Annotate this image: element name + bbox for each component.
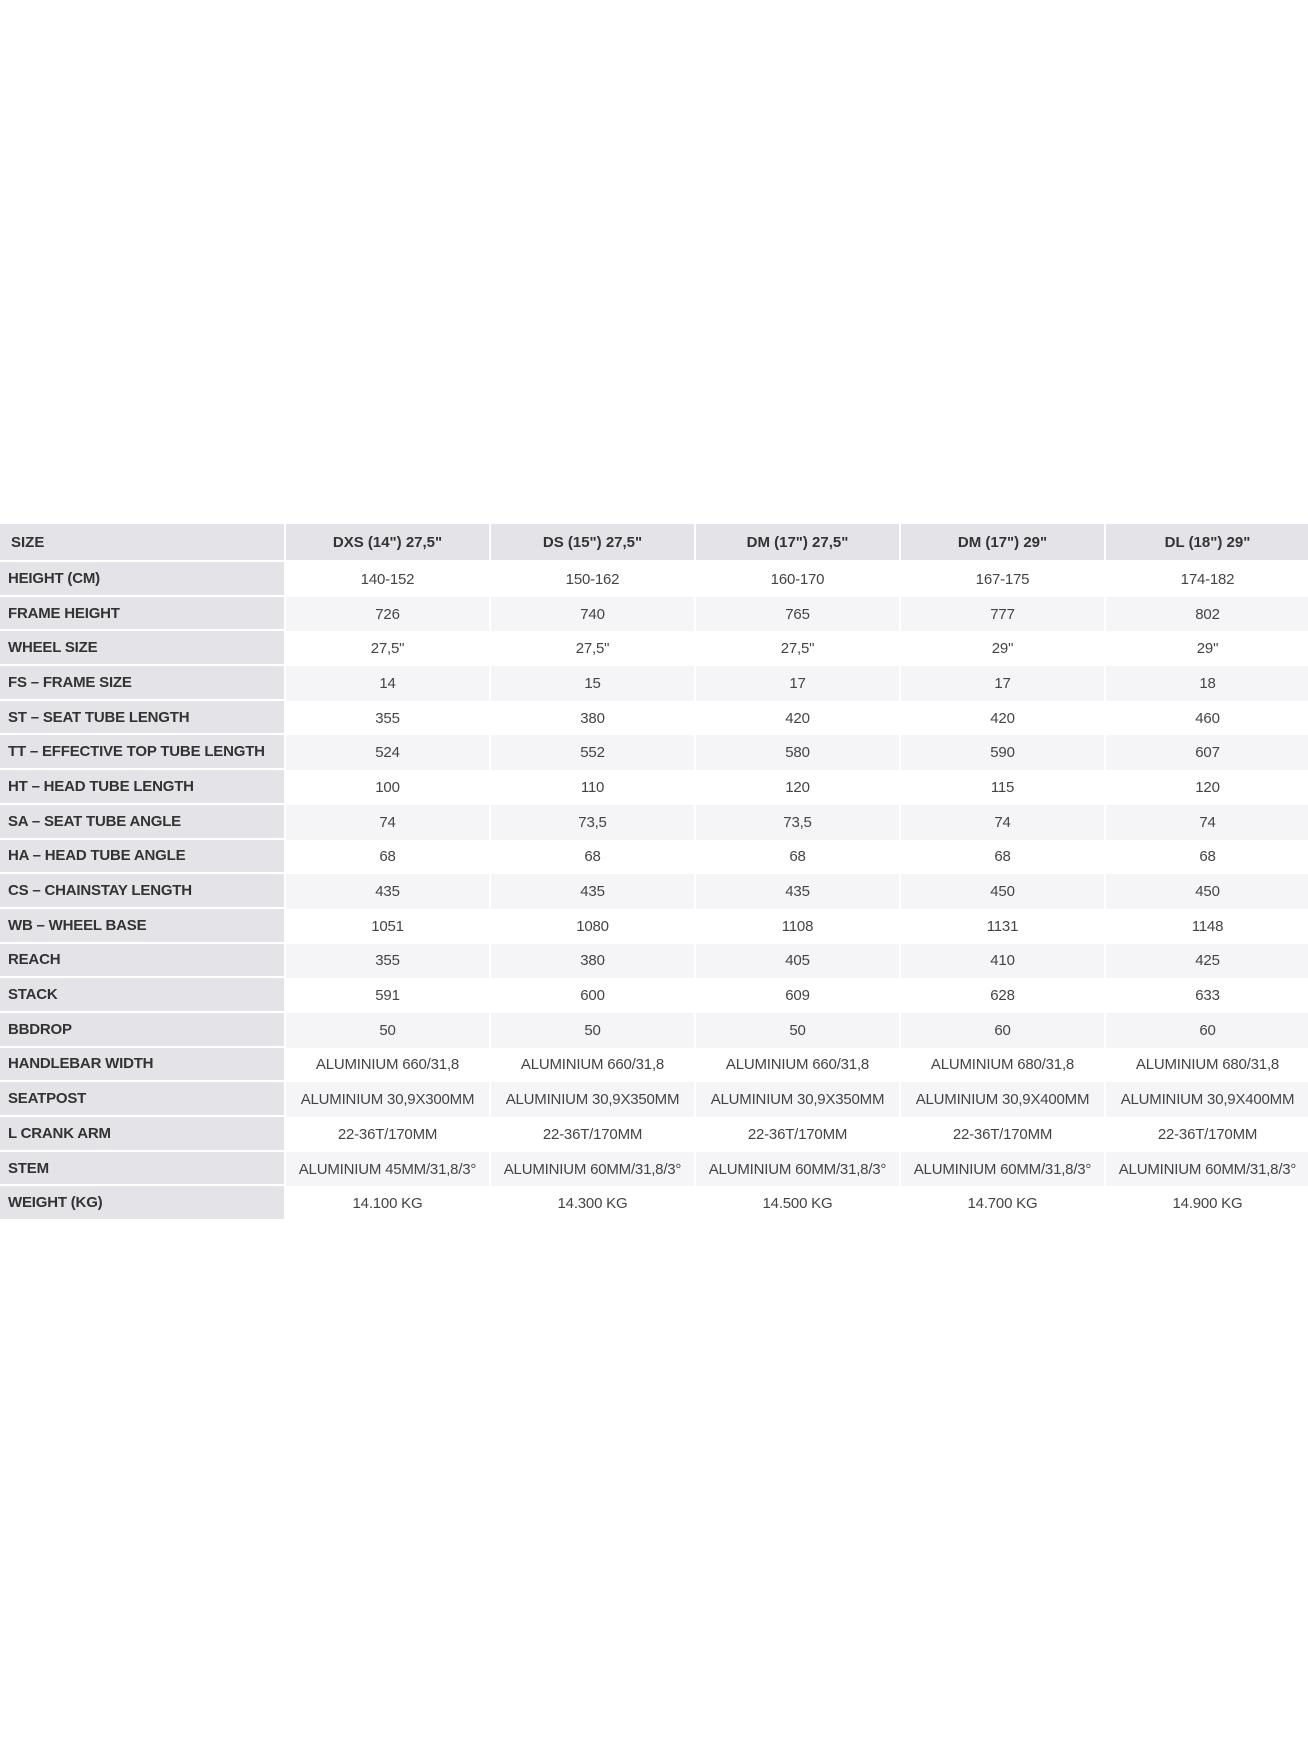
- table-cell: 1051: [284, 909, 489, 944]
- table-cell: 420: [899, 701, 1104, 736]
- table-row: [0, 597, 1308, 632]
- table-row: [0, 1117, 1308, 1152]
- table-cell: 167-175: [899, 562, 1104, 597]
- row-label: HT – HEAD TUBE LENGTH: [0, 770, 284, 805]
- table-cell: 600: [489, 978, 694, 1013]
- table-cell: 115: [899, 770, 1104, 805]
- row-label: WB – WHEEL BASE: [0, 909, 284, 944]
- table-cell: 18: [1104, 666, 1308, 701]
- table-cell: 420: [694, 701, 899, 736]
- table-cell: ALUMINIUM 30,9X400MM: [899, 1082, 1104, 1117]
- row-label: SA – SEAT TUBE ANGLE: [0, 805, 284, 840]
- row-label: CS – CHAINSTAY LENGTH: [0, 874, 284, 909]
- table-row: [0, 631, 1308, 666]
- row-label: WEIGHT (KG): [0, 1186, 284, 1221]
- table-cell: 73,5: [694, 805, 899, 840]
- size-header-dm-27-5: DM (17") 27,5": [694, 524, 899, 562]
- table-cell: ALUMINIUM 45MM/31,8/3°: [284, 1152, 489, 1187]
- table-row: [0, 666, 1308, 701]
- table-cell: 607: [1104, 735, 1308, 770]
- row-label: WHEEL SIZE: [0, 631, 284, 666]
- table-cell: 355: [284, 944, 489, 979]
- table-cell: 14.300 KG: [489, 1186, 694, 1221]
- table-cell: 355: [284, 701, 489, 736]
- row-label: STACK: [0, 978, 284, 1013]
- table-cell: 590: [899, 735, 1104, 770]
- row-label: L CRANK ARM: [0, 1117, 284, 1152]
- size-header-dxs-27-5: DXS (14") 27,5": [284, 524, 489, 562]
- row-label: FS – FRAME SIZE: [0, 666, 284, 701]
- table-cell: 74: [899, 805, 1104, 840]
- row-label: HA – HEAD TUBE ANGLE: [0, 840, 284, 875]
- table-cell: 60: [899, 1013, 1104, 1048]
- table-cell: ALUMINIUM 30,9X300MM: [284, 1082, 489, 1117]
- table-cell: 1131: [899, 909, 1104, 944]
- table-cell: 380: [489, 701, 694, 736]
- table-cell: 17: [694, 666, 899, 701]
- table-header-row: [0, 524, 1308, 562]
- table-row: [0, 874, 1308, 909]
- table-cell: ALUMINIUM 680/31,8: [899, 1048, 1104, 1083]
- table-cell: 14.500 KG: [694, 1186, 899, 1221]
- table-row: [0, 1082, 1308, 1117]
- table-cell: 435: [489, 874, 694, 909]
- size-header-dm-29: DM (17") 29": [899, 524, 1104, 562]
- table-cell: 380: [489, 944, 694, 979]
- table-row: [0, 978, 1308, 1013]
- table-cell: ALUMINIUM 60MM/31,8/3°: [899, 1152, 1104, 1187]
- table-cell: 68: [489, 840, 694, 875]
- table-cell: 777: [899, 597, 1104, 632]
- table-cell: 29": [1104, 631, 1308, 666]
- table-cell: 765: [694, 597, 899, 632]
- table-cell: 174-182: [1104, 562, 1308, 597]
- table-row: [0, 944, 1308, 979]
- row-label: ST – SEAT TUBE LENGTH: [0, 701, 284, 736]
- table-row: [0, 562, 1308, 597]
- table-cell: ALUMINIUM 60MM/31,8/3°: [1104, 1152, 1308, 1187]
- table-row: [0, 735, 1308, 770]
- table-cell: 22-36T/170MM: [284, 1117, 489, 1152]
- table-cell: 50: [284, 1013, 489, 1048]
- table-cell: 22-36T/170MM: [489, 1117, 694, 1152]
- table-row: [0, 1013, 1308, 1048]
- table-cell: 22-36T/170MM: [694, 1117, 899, 1152]
- table-cell: 73,5: [489, 805, 694, 840]
- row-label: BBDROP: [0, 1013, 284, 1048]
- table-cell: ALUMINIUM 60MM/31,8/3°: [694, 1152, 899, 1187]
- row-label: SEATPOST: [0, 1082, 284, 1117]
- table-cell: 633: [1104, 978, 1308, 1013]
- table-row: [0, 840, 1308, 875]
- table-cell: 160-170: [694, 562, 899, 597]
- table-cell: 110: [489, 770, 694, 805]
- table-cell: 435: [694, 874, 899, 909]
- table-cell: 609: [694, 978, 899, 1013]
- table-cell: 74: [284, 805, 489, 840]
- table-cell: 1108: [694, 909, 899, 944]
- table-row: [0, 805, 1308, 840]
- table-cell: 68: [284, 840, 489, 875]
- table-cell: 802: [1104, 597, 1308, 632]
- table-cell: ALUMINIUM 60MM/31,8/3°: [489, 1152, 694, 1187]
- table-cell: 591: [284, 978, 489, 1013]
- table-cell: 15: [489, 666, 694, 701]
- table-cell: 150-162: [489, 562, 694, 597]
- table-row: [0, 1048, 1308, 1083]
- table-row: [0, 909, 1308, 944]
- table-cell: 14.100 KG: [284, 1186, 489, 1221]
- table-cell: 22-36T/170MM: [899, 1117, 1104, 1152]
- table-cell: 450: [899, 874, 1104, 909]
- row-label: HANDLEBAR WIDTH: [0, 1048, 284, 1083]
- table-cell: 1080: [489, 909, 694, 944]
- table-cell: 50: [489, 1013, 694, 1048]
- table-cell: 14: [284, 666, 489, 701]
- table-cell: 17: [899, 666, 1104, 701]
- table-cell: ALUMINIUM 30,9X350MM: [694, 1082, 899, 1117]
- table-cell: 628: [899, 978, 1104, 1013]
- table-row: [0, 701, 1308, 736]
- table-cell: 14.700 KG: [899, 1186, 1104, 1221]
- table-cell: 120: [694, 770, 899, 805]
- table-row: [0, 1186, 1308, 1221]
- table-cell: 27,5": [694, 631, 899, 666]
- size-geometry-table: [0, 524, 1308, 1221]
- table-cell: 29": [899, 631, 1104, 666]
- table-row: [0, 770, 1308, 805]
- table-cell: ALUMINIUM 30,9X350MM: [489, 1082, 694, 1117]
- table-cell: 14.900 KG: [1104, 1186, 1308, 1221]
- table-cell: 1148: [1104, 909, 1308, 944]
- table-cell: 435: [284, 874, 489, 909]
- table-cell: 726: [284, 597, 489, 632]
- table-cell: 524: [284, 735, 489, 770]
- table-cell: 68: [694, 840, 899, 875]
- row-label: FRAME HEIGHT: [0, 597, 284, 632]
- table-cell: 460: [1104, 701, 1308, 736]
- table-cell: ALUMINIUM 30,9X400MM: [1104, 1082, 1308, 1117]
- table-cell: 405: [694, 944, 899, 979]
- row-label: HEIGHT (CM): [0, 562, 284, 597]
- table-cell: 27,5": [489, 631, 694, 666]
- row-label: TT – EFFECTIVE TOP TUBE LENGTH: [0, 735, 284, 770]
- table-body: [0, 562, 1308, 1221]
- table-cell: 552: [489, 735, 694, 770]
- row-label: STEM: [0, 1152, 284, 1187]
- table-cell: ALUMINIUM 680/31,8: [1104, 1048, 1308, 1083]
- table-cell: 140-152: [284, 562, 489, 597]
- table-row: [0, 1152, 1308, 1187]
- table-cell: 74: [1104, 805, 1308, 840]
- table-cell: 580: [694, 735, 899, 770]
- table-cell: ALUMINIUM 660/31,8: [489, 1048, 694, 1083]
- size-header-ds-27-5: DS (15") 27,5": [489, 524, 694, 562]
- table-cell: 425: [1104, 944, 1308, 979]
- size-column-header: SIZE: [0, 524, 284, 562]
- table-cell: 50: [694, 1013, 899, 1048]
- table-cell: 450: [1104, 874, 1308, 909]
- table-cell: 68: [899, 840, 1104, 875]
- table-cell: 410: [899, 944, 1104, 979]
- table-cell: 68: [1104, 840, 1308, 875]
- table-cell: 100: [284, 770, 489, 805]
- table-cell: 22-36T/170MM: [1104, 1117, 1308, 1152]
- table-cell: 60: [1104, 1013, 1308, 1048]
- table-cell: 27,5": [284, 631, 489, 666]
- size-header-dl-29: DL (18") 29": [1104, 524, 1308, 562]
- row-label: REACH: [0, 944, 284, 979]
- table-cell: 740: [489, 597, 694, 632]
- table-cell: ALUMINIUM 660/31,8: [284, 1048, 489, 1083]
- table-cell: ALUMINIUM 660/31,8: [694, 1048, 899, 1083]
- table-cell: 120: [1104, 770, 1308, 805]
